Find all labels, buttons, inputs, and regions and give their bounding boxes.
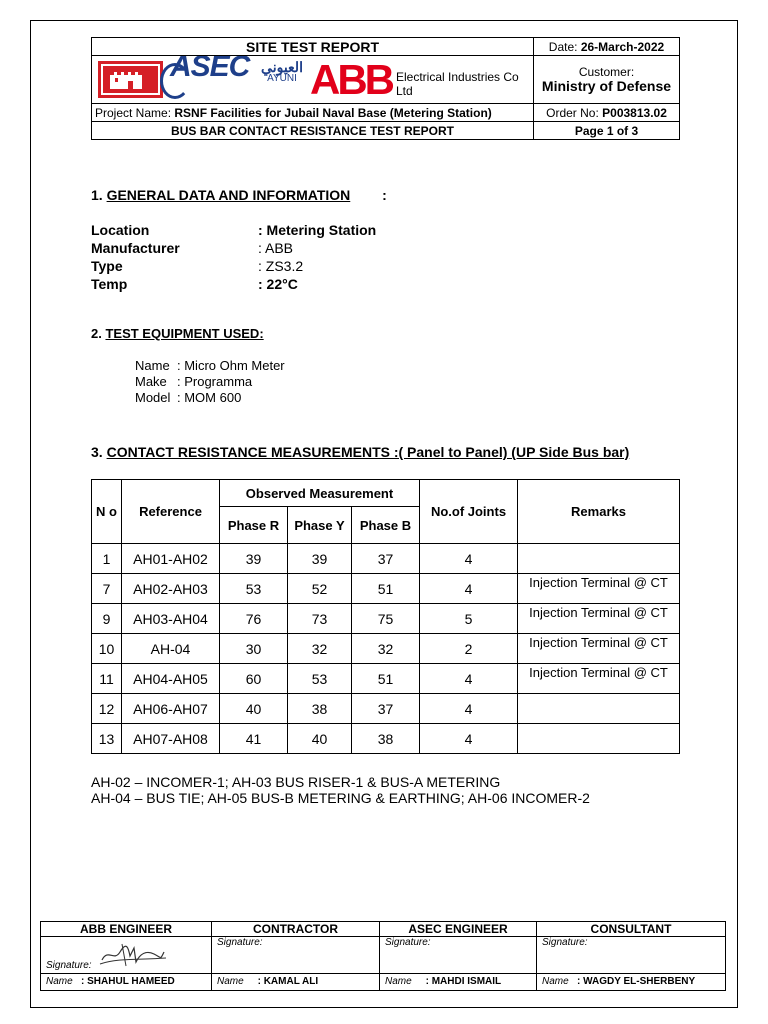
logos-cell	[92, 56, 534, 104]
cell-phase-r: 30	[220, 634, 288, 664]
cell-phase-y: 73	[288, 604, 352, 634]
abb-logo: ABB	[310, 56, 392, 103]
cell-phase-y: 39	[288, 544, 352, 574]
info-key: Type	[91, 258, 123, 274]
cell-no: 9	[92, 604, 122, 634]
cell-joints: 2	[420, 634, 518, 664]
name-cell-consultant	[537, 974, 726, 991]
cell-phase-b: 75	[352, 604, 420, 634]
report-subtitle: BUS BAR CONTACT RESISTANCE TEST REPORT	[92, 122, 534, 140]
info-row	[91, 239, 376, 257]
ayuni-logo: العيوني AYUNI	[261, 59, 303, 84]
equipment-key: Make	[135, 374, 167, 389]
cell-no: 12	[92, 694, 122, 724]
date-value: 26-March-2022	[580, 39, 665, 54]
date-cell	[534, 38, 680, 56]
cell-no: 11	[92, 664, 122, 694]
cell-remarks	[518, 544, 680, 574]
cell-remarks: Injection Terminal @ CT	[518, 604, 680, 634]
cell-joints: 5	[420, 604, 518, 634]
equipment-row	[135, 358, 285, 374]
equipment-row	[135, 390, 285, 406]
col-header-no: N o	[92, 480, 122, 544]
col-header-phase-b: Phase B	[352, 507, 420, 544]
cell-no: 1	[92, 544, 122, 574]
cell-reference: AH07-AH08	[122, 724, 220, 754]
info-value: : ABB	[258, 240, 294, 256]
equipment-key: Name	[135, 358, 170, 373]
info-key: Temp	[91, 276, 128, 292]
table-row	[92, 634, 680, 664]
customer-label: Customer:	[578, 65, 635, 79]
signature-cell-asec	[380, 937, 537, 974]
col-header-remarks: Remarks	[518, 480, 680, 544]
col-header-phase-r: Phase R	[220, 507, 288, 544]
signature-cell-consultant	[537, 937, 726, 974]
equipment-row	[135, 374, 285, 390]
project-label: Project Name:	[95, 105, 172, 120]
cell-remarks	[518, 724, 680, 754]
cell-phase-b: 38	[352, 724, 420, 754]
section-1-title: 1. GENERAL DATA AND INFORMATION :	[91, 187, 387, 203]
name-value: : KAMAL ALI	[257, 976, 319, 987]
name-value: : WAGDY EL-SHERBENY	[577, 976, 696, 987]
cell-reference: AH03-AH04	[122, 604, 220, 634]
signature-label: Signature:	[217, 937, 263, 948]
name-label: Name	[46, 976, 73, 987]
info-value: : 22°C	[258, 276, 298, 292]
cell-phase-y: 32	[288, 634, 352, 664]
date-label: Date:	[548, 39, 578, 54]
table-row	[92, 604, 680, 634]
name-label: Name	[217, 976, 244, 987]
customer-value: Ministry of Defense	[541, 78, 672, 94]
cell-reference: AH01-AH02	[122, 544, 220, 574]
info-value: : Metering Station	[258, 222, 377, 238]
cell-phase-y: 38	[288, 694, 352, 724]
name-value: : MAHDI ISMAIL	[425, 976, 502, 987]
cell-no: 7	[92, 574, 122, 604]
cell-phase-r: 39	[220, 544, 288, 574]
cell-phase-r: 60	[220, 664, 288, 694]
asec-logo: ASEC	[170, 55, 250, 83]
castle-logo-icon	[98, 61, 163, 98]
role-contractor: CONTRACTOR	[212, 922, 380, 937]
info-key: Manufacturer	[91, 240, 180, 256]
cell-reference: AH-04	[122, 634, 220, 664]
role-asec-engineer: ASEC ENGINEER	[380, 922, 537, 937]
electrical-industries-label: Electrical Industries Co Ltd	[396, 70, 519, 98]
cell-remarks: Injection Terminal @ CT	[518, 664, 680, 694]
cell-joints: 4	[420, 574, 518, 604]
table-row	[92, 664, 680, 694]
test-equipment-list	[135, 358, 285, 406]
cell-phase-r: 40	[220, 694, 288, 724]
equipment-value: : MOM 600	[177, 390, 242, 405]
cell-phase-b: 51	[352, 574, 420, 604]
general-info-list	[91, 221, 376, 293]
table-row	[92, 574, 680, 604]
cell-reference: AH04-AH05	[122, 664, 220, 694]
signature-label: Signature:	[385, 937, 431, 948]
contact-resistance-table	[91, 479, 680, 754]
cell-remarks: Injection Terminal @ CT	[518, 574, 680, 604]
order-value: P003813.02	[602, 105, 667, 120]
cell-phase-r: 76	[220, 604, 288, 634]
cell-phase-r: 53	[220, 574, 288, 604]
table-row	[92, 544, 680, 574]
cell-joints: 4	[420, 724, 518, 754]
cell-phase-b: 37	[352, 694, 420, 724]
role-consultant: CONSULTANT	[537, 922, 726, 937]
table-row	[92, 694, 680, 724]
col-header-reference: Reference	[122, 480, 220, 544]
signature-cell-contractor	[212, 937, 380, 974]
cell-phase-r: 41	[220, 724, 288, 754]
cell-joints: 4	[420, 694, 518, 724]
cell-reference: AH02-AH03	[122, 574, 220, 604]
report-title: SITE TEST REPORT	[92, 38, 534, 56]
cell-joints: 4	[420, 544, 518, 574]
name-label: Name	[385, 976, 412, 987]
role-abb-engineer: ABB ENGINEER	[41, 922, 212, 937]
info-row	[91, 221, 376, 239]
col-header-observed: Observed Measurement	[220, 480, 420, 507]
cell-no: 13	[92, 724, 122, 754]
section-2-title: 2. TEST EQUIPMENT USED:	[91, 326, 264, 341]
panel-notes	[91, 774, 590, 806]
info-row	[91, 257, 376, 275]
report-header	[91, 37, 680, 140]
cell-remarks: Injection Terminal @ CT	[518, 634, 680, 664]
info-row	[91, 275, 376, 293]
customer-cell	[534, 56, 680, 104]
cell-no: 10	[92, 634, 122, 664]
section-3-title: 3. CONTACT RESISTANCE MEASUREMENTS :( Panel to Panel) (UP Side Bus bar)	[91, 444, 630, 460]
signature-label: Signature:	[46, 960, 92, 971]
note-line: AH-04 – BUS TIE; AH-05 BUS-B METERING & EARTHING; AH-06 INCOMER-2	[91, 790, 590, 806]
cell-joints: 4	[420, 664, 518, 694]
equipment-value: : Programma	[177, 374, 253, 389]
name-value: : SHAHUL HAMEED	[81, 976, 175, 987]
cell-phase-y: 52	[288, 574, 352, 604]
cell-phase-y: 40	[288, 724, 352, 754]
name-cell-abb	[41, 974, 212, 991]
signature-cell-abb	[41, 937, 212, 974]
col-header-phase-y: Phase Y	[288, 507, 352, 544]
cell-phase-b: 32	[352, 634, 420, 664]
signature-table	[40, 921, 726, 991]
handwritten-signature-icon	[98, 942, 168, 971]
cell-reference: AH06-AH07	[122, 694, 220, 724]
signature-label: Signature:	[542, 937, 588, 948]
equipment-key: Model	[135, 390, 171, 405]
name-label: Name	[542, 976, 569, 987]
name-cell-contractor	[212, 974, 380, 991]
page-number: Page 1 of 3	[534, 122, 680, 140]
cell-phase-b: 51	[352, 664, 420, 694]
cell-remarks	[518, 694, 680, 724]
order-label: Order No:	[546, 105, 599, 120]
order-cell	[534, 104, 680, 122]
info-key: Location	[91, 222, 150, 238]
note-line: AH-02 – INCOMER-1; AH-03 BUS RISER-1 & BUS-A METERING	[91, 774, 501, 790]
project-value: RSNF Facilities for Jubail Naval Base (Metering Station)	[174, 105, 492, 120]
col-header-joints: No.of Joints	[420, 480, 518, 544]
name-cell-asec	[380, 974, 537, 991]
equipment-value: : Micro Ohm Meter	[177, 358, 285, 373]
project-cell	[92, 104, 534, 122]
cell-phase-y: 53	[288, 664, 352, 694]
info-value: : ZS3.2	[258, 258, 304, 274]
cell-phase-b: 37	[352, 544, 420, 574]
table-row	[92, 724, 680, 754]
